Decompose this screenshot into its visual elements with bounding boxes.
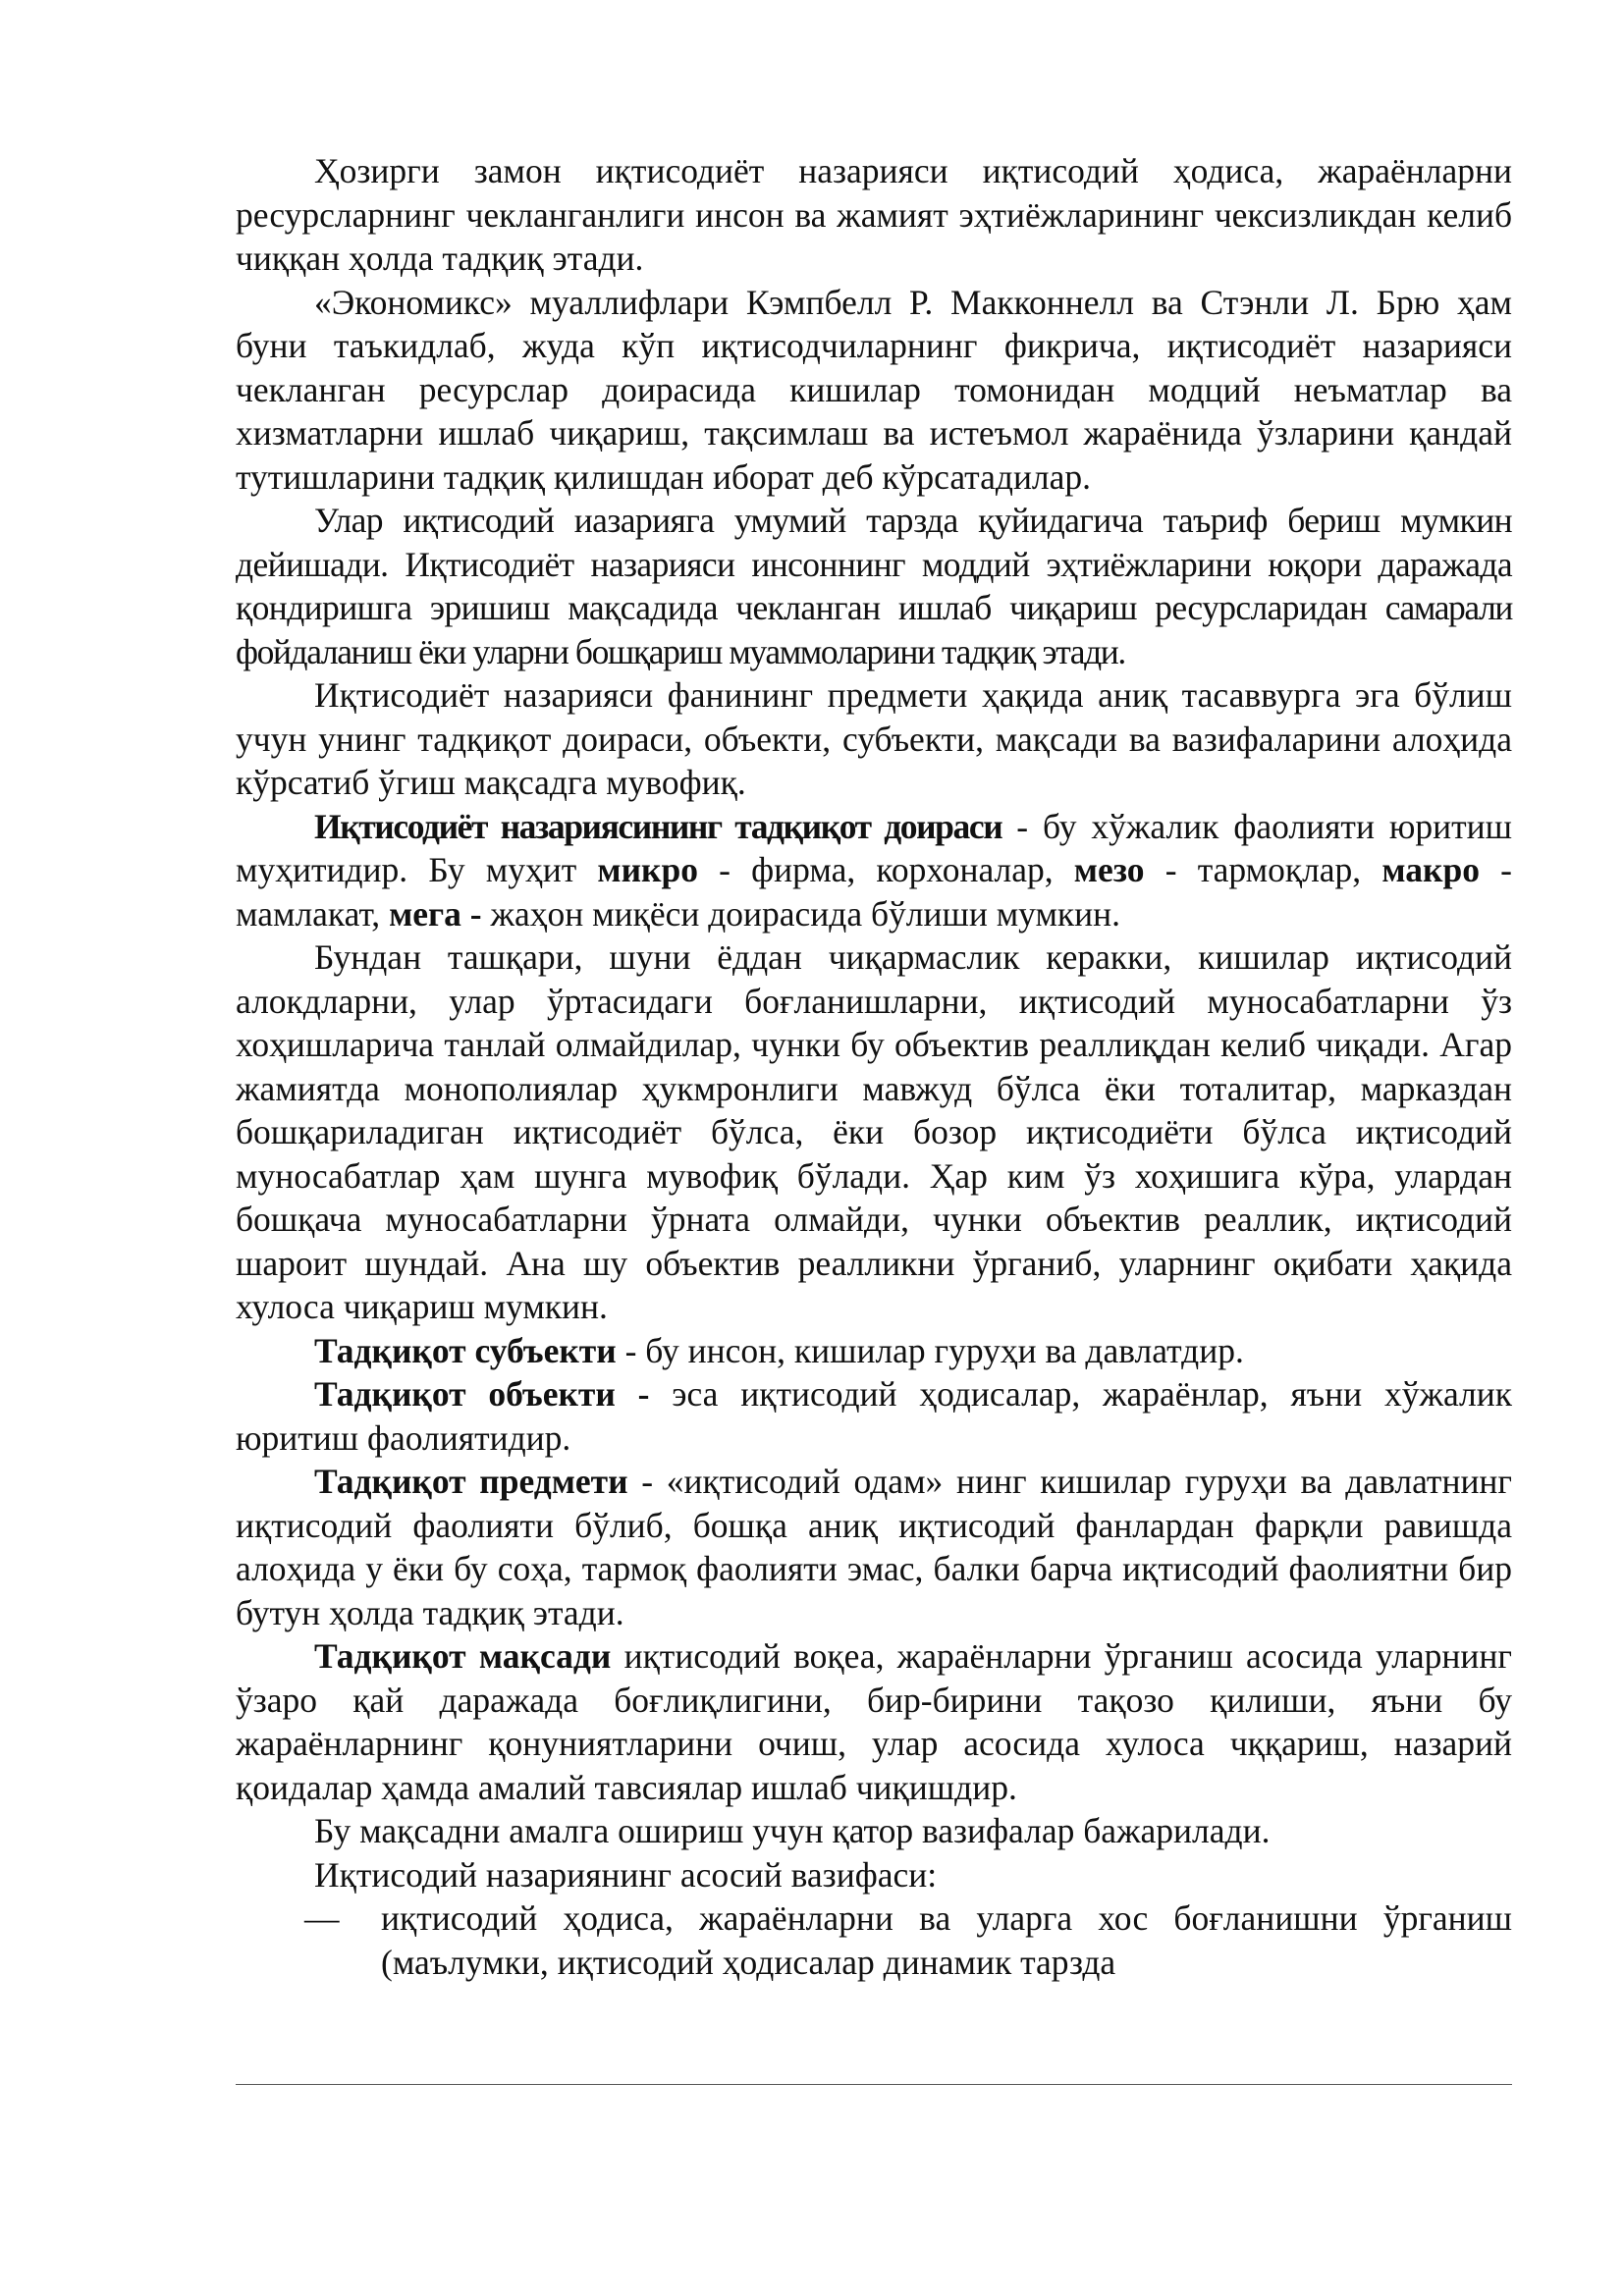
scope-text-4: - мамлакат, bbox=[236, 850, 1512, 934]
paragraph-research-predmet bbox=[236, 1460, 1512, 1634]
paragraph-research-goal bbox=[236, 1634, 1512, 1809]
list-item-text: иқтисодий ҳодиса, жараёнларни ва уларга хос боғланишни ўрганиш (маълумки, иқтисодий ҳодисалар динамик тарзда bbox=[381, 1898, 1512, 1982]
scope-text-5: жаҳон миқёси доирасида бўлиши мумкин. bbox=[481, 893, 1121, 934]
paragraph-research-scope bbox=[236, 805, 1512, 936]
object-text: эса иқтисодий ҳодисалар, жараёнлар, яъни хўжалик юритиш фаолиятидир. bbox=[236, 1374, 1512, 1458]
term-micro: микро bbox=[597, 850, 698, 889]
term-research-scope: Иқтисодиёт назариясининг тадқиқот доираси bbox=[314, 806, 1002, 846]
term-mega: мега - bbox=[389, 893, 482, 934]
predmet-text: - «иқтисодий одам» нинг кишилар гуруҳи ва давлатнинг иқтисодий фаолияти бўлиб, бошқа аниқ иқтисодий фанлардан фарқли равишда алоҳида у ёки бу соҳа, тармоқ фаолияти эмас, балки барча иқтисодий фаолиятни бир бутун ҳолда тадқиқ этади. bbox=[236, 1462, 1512, 1632]
paragraph-4: Иқтисодиёт назарияси фанининг предмети ҳақида аниқ тасаввурга эга бўлиш учун унинг тадқиқот доираси, объекти, субъекти, мақсади ва вазифаларини алоҳида кўрсатиб ўгиш мақсадга мувофиқ. bbox=[236, 675, 1512, 802]
scope-text-2: - фирма, корхоналар, bbox=[697, 850, 1074, 889]
paragraph-3-part-2: самарали фойдаланиш ёки уларни бошқариш муаммоларини тадқиқ этади. bbox=[236, 588, 1512, 671]
dash-bullet: — bbox=[304, 1898, 340, 1938]
footer-divider bbox=[236, 2084, 1512, 2085]
paragraph-12: Иқтисодий назариянинг асосий вазифаси: bbox=[314, 1854, 938, 1895]
paragraph-6: Бундан ташқари, шуни ёддан чиқармаслик керакки, кишилар иқтисодий алокдларни, улар ўртасидаги боғланишларни, иқтисодий муносабатларни ўз хоҳишларича танлай олмайдилар, чунки бу объектив реаллиқдан келиб чиқади. Агар жамиятда монополиялар ҳукмронлиги мавжуд бўлса ёки тоталитар, марказдан бошқариладиган иқтисодиёт бўлса, ёки бозор иқтисодиёти бўлса иқтисодий муносабатлар ҳам шунга мувофиқ бўлади. Ҳар ким ўз хоҳишига кўра, улардан бошқача муносабатларни ўрната олмайди, чунки объектив реаллик, иқтисодий шароит шундай. Ана шу объектив реалликни ўрганиб, уларнинг оқибати ҳақида хулоса чиқариш мумкин. bbox=[236, 937, 1512, 1326]
paragraph-research-object bbox=[236, 1372, 1512, 1460]
paragraph-research-subject bbox=[236, 1329, 1512, 1373]
term-research-predmet: Тадқиқот предмети bbox=[314, 1462, 628, 1501]
term-research-object: Тадқиқот объекти - bbox=[314, 1374, 650, 1414]
term-makro: макро bbox=[1381, 850, 1480, 889]
list-item bbox=[236, 1896, 1512, 1984]
term-research-subject: Тадқиқот субъекти bbox=[314, 1330, 617, 1370]
scope-text-3: - тармоқлар, bbox=[1144, 850, 1382, 889]
subject-text: - бу инсон, кишилар гуруҳи ва давлатдир. bbox=[616, 1330, 1244, 1370]
paragraph-11: Бу мақсадни амалга ошириш учун қатор вазифалар бажарилади. bbox=[314, 1811, 1271, 1850]
paragraph-3 bbox=[236, 499, 1512, 673]
term-research-goal: Тадқиқот мақсади bbox=[314, 1636, 612, 1676]
paragraph-3-part-1: Улар иқтисодий иазарияга умумий тарзда қуйидагича таъриф бериш мумкин дейишади. Иқтисодиёт назарияси инсоннинг моддий эҳтиёжларини юқори даражада қондиришга эришиш мақсадида чекланган ишлаб чиқариш ресурсларидан bbox=[236, 501, 1512, 627]
term-mezo: мезо bbox=[1073, 850, 1145, 889]
document-body bbox=[236, 149, 1512, 1984]
paragraph-1: Ҳозирги замон иқтисодиёт назарияси иқтисодий ҳодиса, жараёнларни ресурсларнинг чекланганлиги инсон ва жамият эҳтиёжларининг чексизликдан келиб чиққан ҳолда тадқиқ этади. bbox=[236, 151, 1512, 278]
paragraph-2: «Экономикс» муаллифлари Кэмпбелл Р. Макконнелл ва Стэнли Л. Брю ҳам буни таъкидлаб, жуда кўп иқтисодчиларнинг фикрича, иқтисодиёт назарияси чекланган ресурслар доирасида кишилар томонидан модций неъматлар ва хизматларни ишлаб чиқариш, тақсимлаш ва истеъмол жараёнида ўзларини қандай тутишларини тадқиқ қилишдан иборат деб кўрсатадилар. bbox=[236, 282, 1512, 497]
scope-text-1: - бу хўжалик фаолияти юритиш муҳитидир. Бу муҳит bbox=[236, 806, 1512, 889]
goal-text: иқтисодий воқеа, жараёнларни ўрганиш асосида уларнинг ўзаро қай даражада боғлиқлигини, бир-бирини тақозо қилиши, яъни бу жараёнларнинг қонуниятларини очиш, улар асосида хулоса чққариш, назарий қоидалар ҳамда амалий тавсиялар ишлаб чиқишдир. bbox=[236, 1636, 1512, 1807]
